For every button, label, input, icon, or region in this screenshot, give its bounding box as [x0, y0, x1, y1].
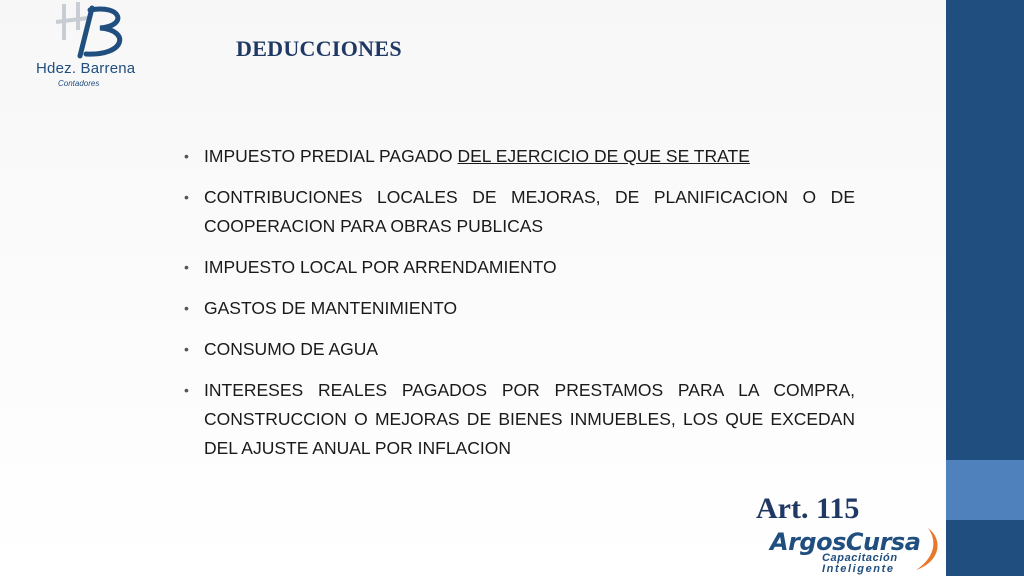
side-bar-dark	[946, 0, 1024, 460]
brand-name-part1: Argos	[770, 528, 846, 556]
list-item-text: CONSUMO DE AGUA	[204, 339, 379, 359]
list-item-underlined-text: DEL EJERCICIO DE QUE SE TRATE	[457, 146, 750, 166]
slide-title: DEDUCCIONES	[236, 36, 402, 61]
list-item-text: IMPUESTO LOCAL POR ARRENDAMIENTO	[204, 257, 557, 277]
list-item-text: IMPUESTO PREDIAL PAGADO	[204, 146, 458, 166]
list-item	[182, 335, 855, 364]
company-logo	[30, 0, 140, 92]
list-item-text: INTERESES REALES PAGADOS POR PRESTAMOS PARA LA COMPRA, CONSTRUCCION O MEJORAS DE BIENES INMUEBLES, LOS QUE EXCEDAN DEL AJUSTE ANUAL POR INFLACION	[204, 380, 855, 458]
hb-monogram-icon	[30, 0, 140, 62]
list-item-text: GASTOS DE MANTENIMIENTO	[204, 298, 458, 318]
list-item	[182, 294, 855, 323]
logo-name: Hdez. Barrena	[36, 60, 136, 77]
list-item	[182, 253, 855, 282]
swoosh-icon	[910, 526, 944, 574]
logo-subtitle: Contadores	[58, 79, 100, 88]
side-bar-bottom	[946, 520, 1024, 576]
brand-tagline-2: Inteligente	[822, 563, 895, 575]
list-item-text: CONTRIBUCIONES LOCALES DE MEJORAS, DE PLANIFICACION O DE COOPERACION PARA OBRAS PUBLICAS	[204, 187, 855, 236]
brand-name-part2: Cursa	[845, 528, 921, 556]
side-bar-light	[946, 460, 1024, 520]
argoscursa-logo	[770, 524, 946, 576]
list-item	[182, 183, 855, 241]
deductions-list	[182, 142, 855, 475]
list-item	[182, 376, 855, 463]
list-item	[182, 142, 855, 171]
brand-tagline-1: Capacitación	[822, 552, 898, 564]
article-reference: Art. 115	[756, 492, 860, 525]
